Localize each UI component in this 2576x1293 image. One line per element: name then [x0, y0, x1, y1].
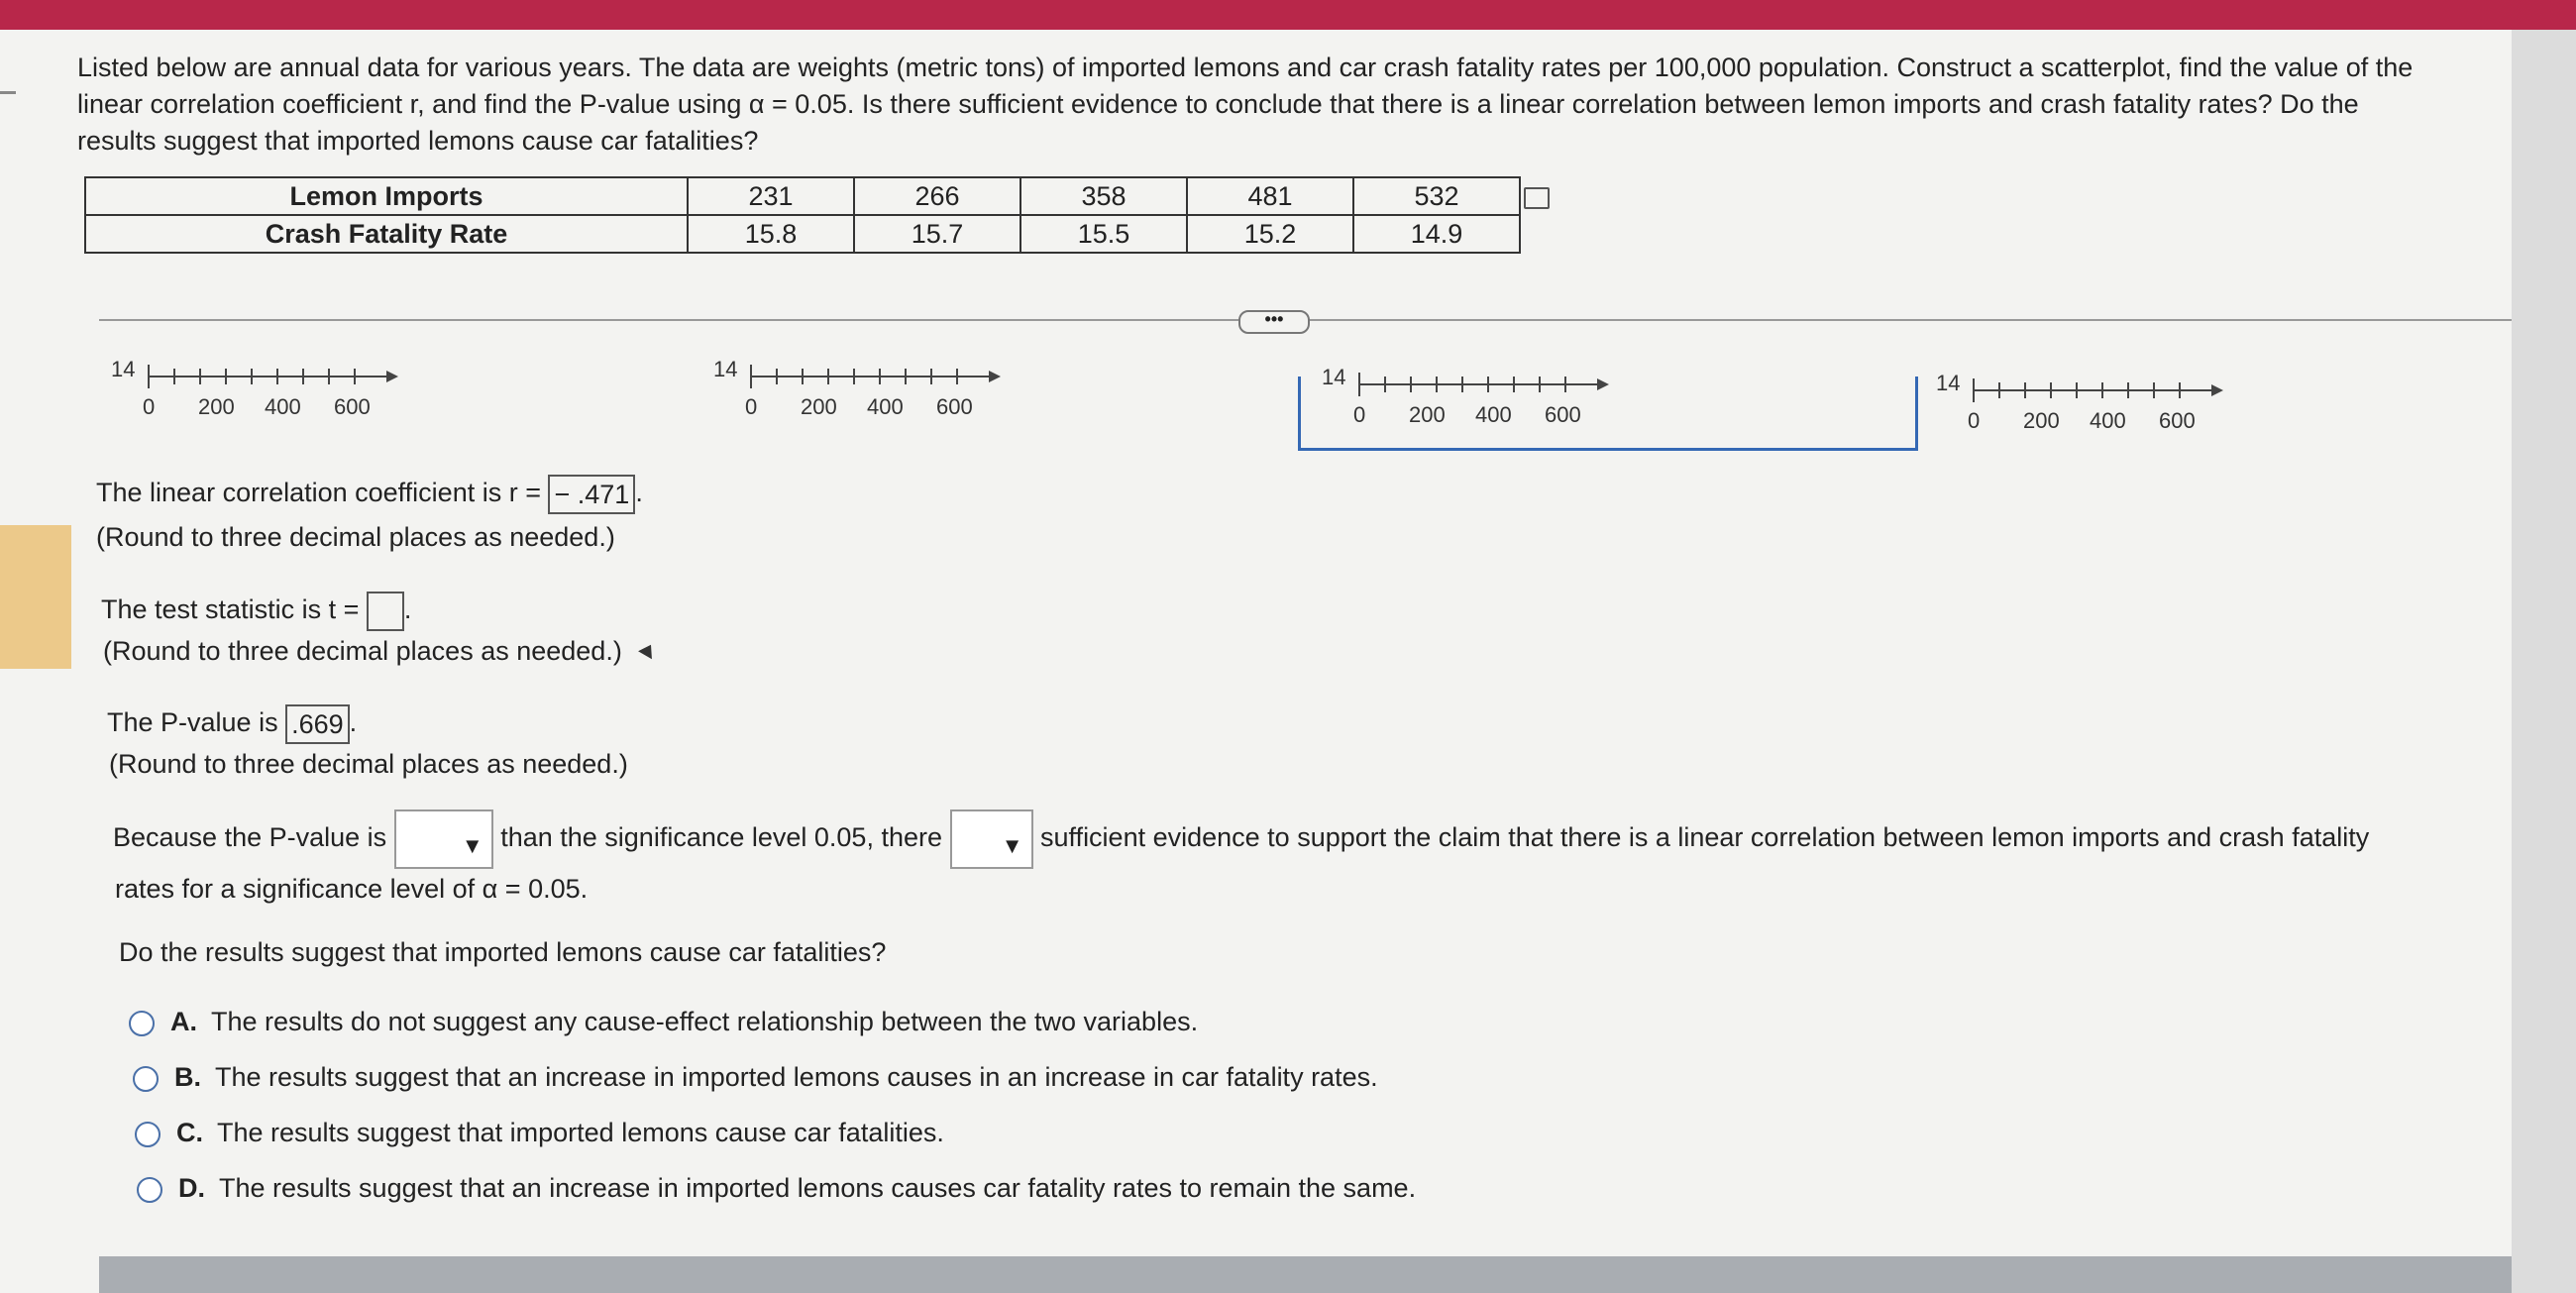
- right-edge-shadow: [2512, 30, 2576, 1293]
- radio-button[interactable]: [129, 1011, 155, 1036]
- option-letter: C.: [176, 1118, 203, 1147]
- table-cell: 481: [1187, 177, 1353, 215]
- browser-top-bar: [0, 0, 2576, 30]
- table-cell: 15.7: [854, 215, 1020, 253]
- conclusion-part-2: than the significance level 0.05, there: [500, 822, 942, 853]
- option-text: The results do not suggest any cause-effect relationship between the two variables.: [211, 1007, 1199, 1036]
- option-b[interactable]: [133, 1058, 1378, 1096]
- option-letter: A.: [170, 1007, 197, 1036]
- radio-button[interactable]: [133, 1066, 159, 1092]
- x-tick-label: 600: [936, 394, 973, 419]
- radio-button[interactable]: [135, 1122, 161, 1147]
- test-statistic-suffix: .: [403, 594, 412, 624]
- x-tick-label: 200: [2023, 408, 2060, 433]
- pvalue-prefix: The P-value is: [107, 707, 278, 737]
- section-divider: [99, 319, 2546, 321]
- test-statistic-note: (Round to three decimal places as needed.): [103, 636, 622, 666]
- correlation-note: (Round to three decimal places as needed.): [96, 522, 615, 552]
- axis-graphic: [1320, 365, 1617, 442]
- correlation-line: [96, 474, 643, 514]
- x-tick-label: 0: [745, 394, 758, 419]
- axis-graphic: [1934, 371, 2231, 448]
- y-tick-label: 14: [1936, 371, 1961, 395]
- scatterplot-option-1[interactable]: [109, 357, 406, 434]
- y-tick-label: 14: [713, 357, 738, 381]
- table-cell: 532: [1353, 177, 1520, 215]
- table-cell: 14.9: [1353, 215, 1520, 253]
- x-tick-label: 0: [143, 394, 156, 419]
- mouse-cursor-icon: [638, 641, 658, 659]
- scatterplot-option-3[interactable]: [1320, 365, 1617, 442]
- y-tick-label: 14: [1322, 365, 1346, 389]
- pvalue-answer-box[interactable]: .669: [285, 704, 350, 744]
- conclusion-part-3: sufficient evidence to support the claim that there is a linear correlation between lemon imports and crash fatality: [1040, 822, 2370, 853]
- table-cell: 358: [1020, 177, 1187, 215]
- row-label-lemon: Lemon Imports: [85, 177, 688, 215]
- x-tick-label: 400: [265, 394, 301, 419]
- table-cell: 15.2: [1187, 215, 1353, 253]
- test-statistic-prefix: The test statistic is t =: [101, 594, 360, 624]
- option-letter: D.: [178, 1173, 205, 1203]
- x-tick-label: 0: [1353, 402, 1366, 427]
- prompt-line-1: Listed below are annual data for various years. The data are weights (metric tons) of imported lemons and car crash fatality rates per 100,000 population. Construct a scatterplot, find the value of the: [77, 53, 2414, 82]
- cause-question: Do the results suggest that imported lemons cause car fatalities?: [119, 937, 887, 967]
- dropdown-arrow-icon: ▼: [461, 833, 483, 858]
- option-text: The results suggest that imported lemons cause car fatalities.: [217, 1118, 944, 1147]
- option-text: The results suggest that an increase in imported lemons causes car fatality rates to remain the same.: [219, 1173, 1417, 1203]
- correlation-answer-box[interactable]: − .471: [548, 475, 635, 514]
- row-label-crash: Crash Fatality Rate: [85, 215, 688, 253]
- x-tick-label: 400: [2090, 408, 2126, 433]
- prompt-line-2: linear correlation coefficient r, and find the P-value using α = 0.05. Is there sufficient evidence to conclude that there is a linear correlation between lemon imports and crash fatality rates? Do the: [77, 89, 2359, 119]
- question-prompt: [77, 50, 2554, 160]
- evidence-dropdown[interactable]: [950, 809, 1033, 869]
- x-tick-label: 600: [2159, 408, 2196, 433]
- option-text: The results suggest that an increase in imported lemons causes in an increase in car fatality rates.: [215, 1062, 1378, 1092]
- option-a[interactable]: [129, 1003, 1198, 1040]
- pvalue-line: [107, 703, 357, 744]
- data-table: [84, 176, 1521, 254]
- test-statistic-input[interactable]: [367, 592, 404, 631]
- pvalue-suffix: .: [349, 707, 358, 737]
- expand-button[interactable]: •••: [1238, 310, 1310, 334]
- table-cell: 231: [688, 177, 854, 215]
- x-tick-label: 400: [867, 394, 904, 419]
- table-row-crash: [85, 215, 1520, 253]
- pvalue-note: (Round to three decimal places as needed.): [109, 749, 628, 779]
- comparison-dropdown[interactable]: [394, 809, 493, 869]
- x-tick-label: 0: [1968, 408, 1981, 433]
- axis-graphic: [711, 357, 1009, 434]
- copy-data-icon[interactable]: [1524, 187, 1550, 209]
- correlation-prefix: The linear correlation coefficient is r =: [96, 478, 541, 507]
- question-panel: [0, 30, 2512, 1258]
- x-tick-label: 200: [198, 394, 235, 419]
- option-letter: B.: [174, 1062, 201, 1092]
- axis-graphic: [109, 357, 406, 434]
- conclusion-line-1: [113, 809, 2369, 869]
- test-statistic-line: [101, 591, 411, 631]
- dropdown-arrow-icon: ▼: [1001, 833, 1023, 858]
- table-cell: 15.8: [688, 215, 854, 253]
- y-tick-label: 14: [111, 357, 136, 381]
- prompt-line-3: results suggest that imported lemons cause car fatalities?: [77, 126, 759, 156]
- conclusion-part-1: Because the P-value is: [113, 822, 387, 853]
- radio-button[interactable]: [137, 1177, 162, 1203]
- option-c[interactable]: [135, 1114, 944, 1151]
- x-tick-label: 200: [1409, 402, 1446, 427]
- table-cell: 15.5: [1020, 215, 1187, 253]
- correlation-suffix: .: [635, 478, 643, 507]
- scatterplot-option-4[interactable]: [1934, 371, 2231, 448]
- table-row-lemon: [85, 177, 1520, 215]
- option-d[interactable]: [137, 1169, 1416, 1207]
- x-tick-label: 200: [801, 394, 837, 419]
- x-tick-label: 600: [334, 394, 371, 419]
- table-cell: 266: [854, 177, 1020, 215]
- bottom-toolbar: [99, 1256, 2512, 1293]
- x-tick-label: 400: [1475, 402, 1512, 427]
- conclusion-line-2: rates for a significance level of α = 0.05.: [115, 874, 589, 904]
- scatterplot-option-2[interactable]: [711, 357, 1009, 434]
- x-tick-label: 600: [1545, 402, 1581, 427]
